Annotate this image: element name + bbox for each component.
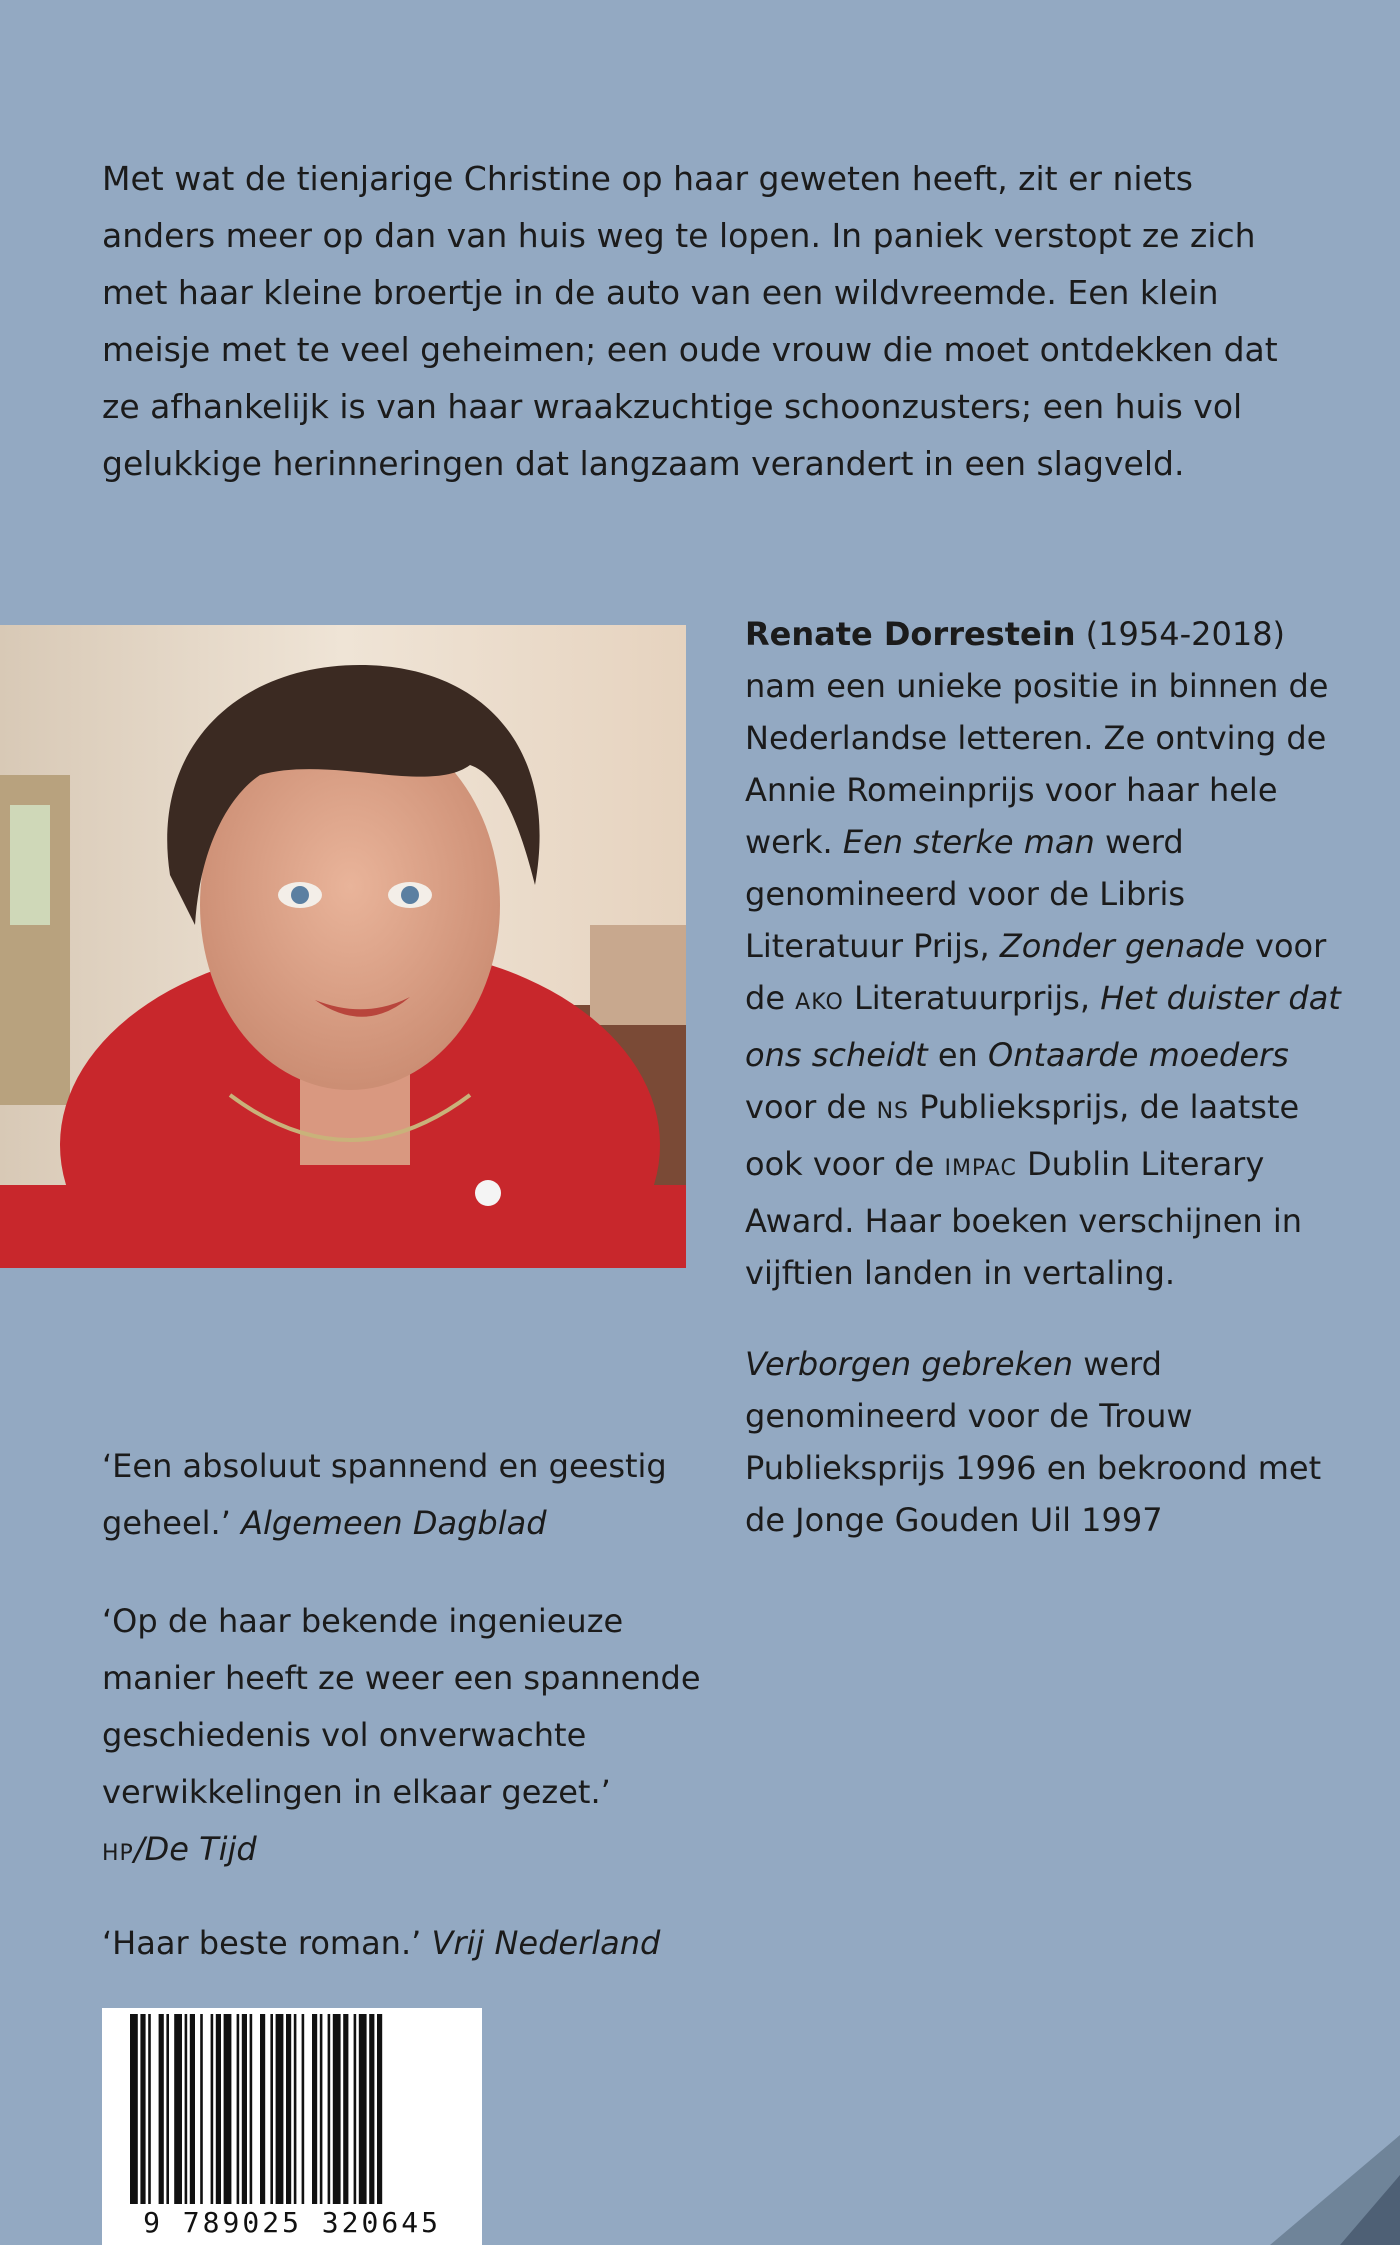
quote-text: ‘Op de haar bekende ingenieuze manier heeft ze weer een spannende geschiedenis vol onverwachte verwikkelingen in elkaar gezet.’	[102, 1602, 701, 1811]
quote-source: /De Tijd	[133, 1830, 257, 1868]
author-years: (1954-2018)	[1085, 615, 1286, 653]
bio-text: Dublin Literary Award. Haar boeken verschijnen in vijftien landen in vertaling.	[745, 1145, 1303, 1292]
prize-abbrev: AKO	[795, 990, 844, 1015]
bio-text: en	[937, 1036, 978, 1074]
book-title: Het duister dat ons scheidt	[745, 979, 1341, 1074]
bio-text: voor de	[745, 927, 1327, 1017]
author-photo	[0, 625, 686, 1268]
award-note	[745, 1338, 1345, 1546]
barcode-bars	[102, 2008, 482, 2208]
prize-abbrev: NS	[876, 1099, 910, 1124]
book-title: Een sterke man	[842, 823, 1095, 861]
back-cover-blurb: Met wat de tienjarige Christine op haar geweten heeft, zit er niets anders meer op dan van huis weg te lopen. In paniek verstopt ze zich met haar kleine broertje in de auto van een wildvreemde. Een klein meisje met te veel geheimen; een oude vrouw die moet ontdekken dat ze afhankelijk is van haar wraakzuchtige schoonzusters; een huis vol gelukkige herinneringen dat langzaam verandert in een slagveld.	[102, 159, 1278, 483]
book-title: Ontaarde moeders	[988, 1036, 1289, 1074]
book-title: Verborgen gebreken	[745, 1345, 1074, 1383]
award-text: werd genomineerd voor de Trouw Publieksprijs 1996 en bekroond met de Jonge Gouden Uil 1997	[745, 1345, 1322, 1539]
bio-text: Literatuurprijs,	[853, 979, 1091, 1017]
review-quote	[102, 1915, 742, 1972]
author-bio	[745, 608, 1345, 1299]
prize-abbrev: IMPAC	[944, 1156, 1017, 1181]
page-corner-icon	[1250, 2135, 1400, 2245]
bio-text: werd genomineerd voor de Libris Literatuur Prijs,	[745, 823, 1185, 965]
book-title: Zonder genade	[999, 927, 1245, 965]
quote-text: ‘Een absoluut spannend en geestig geheel.’	[102, 1447, 667, 1542]
quote-source: Vrij Nederland	[431, 1924, 661, 1962]
quote-source-abbrev: HP	[102, 1841, 134, 1866]
review-quote	[102, 1593, 742, 1882]
quote-source: Algemeen Dagblad	[241, 1504, 547, 1542]
isbn-number: 9 789025 320645	[143, 2206, 441, 2239]
bio-text: nam een unieke positie in binnen de Nederlandse letteren. Ze ontving de Annie Romeinprijs voor haar hele werk.	[745, 667, 1329, 861]
review-quote	[102, 1438, 742, 1552]
isbn-barcode	[102, 2008, 482, 2245]
quote-text: ‘Haar beste roman.’	[102, 1924, 422, 1962]
author-name: Renate Dorrestein	[745, 615, 1076, 653]
bio-text: voor de	[745, 1088, 867, 1126]
bio-text: Publieksprijs, de laatste ook voor de	[745, 1088, 1300, 1183]
